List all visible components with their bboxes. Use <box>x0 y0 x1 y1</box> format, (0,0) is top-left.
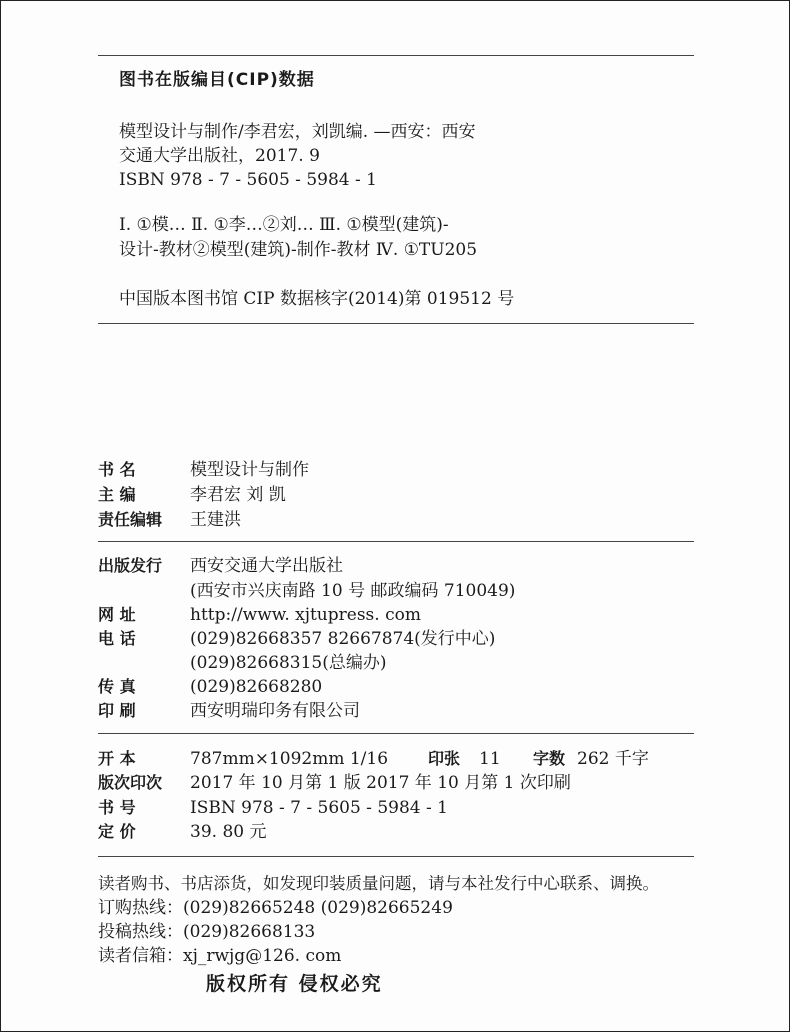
isbn-label: 书 号 <box>98 798 136 817</box>
price-label: 定 价 <box>98 822 136 841</box>
specs-rule <box>98 856 694 857</box>
fax-number: (029)82668280 <box>190 677 323 697</box>
words-label: 字数 <box>533 749 566 768</box>
cip-number: 中国版本图书馆 CIP 数据核字(2014)第 019512 号 <box>119 289 515 309</box>
printer-label: 印 刷 <box>98 701 136 720</box>
publisher-label: 出版发行 <box>98 556 163 575</box>
book-title: 模型设计与制作 <box>190 460 309 480</box>
cip-subject-line-1: Ⅰ. ①模… Ⅱ. ①李…②刘… Ⅲ. ①模型(建筑)- <box>119 215 449 235</box>
cip-bottom-rule <box>98 323 694 324</box>
words-value: 262 千字 <box>577 749 649 769</box>
phone-line-1: (029)82668357 82667874(发行中心) <box>190 629 496 649</box>
book-editor: 李君宏 刘 凯 <box>190 485 286 505</box>
responsible-editor: 王建洪 <box>190 510 241 530</box>
format-label: 开 本 <box>98 749 136 768</box>
edition-value: 2017 年 10 月第 1 版 2017 年 10 月第 1 次印刷 <box>190 773 571 793</box>
cip-entry-isbn: ISBN 978 - 7 - 5605 - 5984 - 1 <box>119 170 377 190</box>
copyright-notice: 版权所有 侵权必究 <box>206 973 383 995</box>
title-label: 书 名 <box>98 460 136 479</box>
sheets-label: 印张 <box>428 749 461 768</box>
sheets-value: 11 <box>479 749 501 769</box>
order-hotline: 订购热线：(029)82665248 (029)82665249 <box>98 898 453 918</box>
publisher-address: (西安市兴庆南路 10 号 邮政编码 710049) <box>190 581 516 601</box>
printer-name: 西安明瑞印务有限公司 <box>190 701 360 721</box>
top-rule <box>98 55 694 56</box>
publisher-name: 西安交通大学出版社 <box>190 556 343 576</box>
publisher-rule <box>98 733 694 734</box>
fax-label: 传 真 <box>98 677 136 696</box>
cip-entry-line-2: 交通大学出版社，2017. 9 <box>119 146 320 166</box>
format-value: 787mm×1092mm 1/16 <box>190 749 389 769</box>
phone-line-2: (029)82668315(总编办) <box>190 653 387 673</box>
cip-heading: 图书在版编目(CIP)数据 <box>119 70 315 90</box>
book-info-rule <box>98 541 694 542</box>
website-label: 网 址 <box>98 605 136 624</box>
edition-label: 版次印次 <box>98 773 163 792</box>
cip-entry-line-1: 模型设计与制作/李君宏，刘凯编. —西安：西安 <box>119 122 476 142</box>
reader-notice: 读者购书、书店添货，如发现印装质量问题，请与本社发行中心联系、调换。 <box>98 874 659 893</box>
submission-hotline: 投稿热线：(029)82668133 <box>98 922 316 942</box>
phone-label: 电 话 <box>98 629 136 648</box>
price-value: 39. 80 元 <box>190 822 267 842</box>
website-url[interactable]: http://www. xjtupress. com <box>190 605 421 625</box>
responsible-editor-label: 责任编辑 <box>98 510 163 529</box>
editor-label: 主 编 <box>98 485 136 504</box>
isbn-value: ISBN 978 - 7 - 5605 - 5984 - 1 <box>190 798 448 818</box>
cip-subject-line-2: 设计-教材②模型(建筑)-制作-教材 Ⅳ. ①TU205 <box>119 240 478 260</box>
reader-mailbox: 读者信箱：xj_rwjg@126. com <box>98 946 342 966</box>
